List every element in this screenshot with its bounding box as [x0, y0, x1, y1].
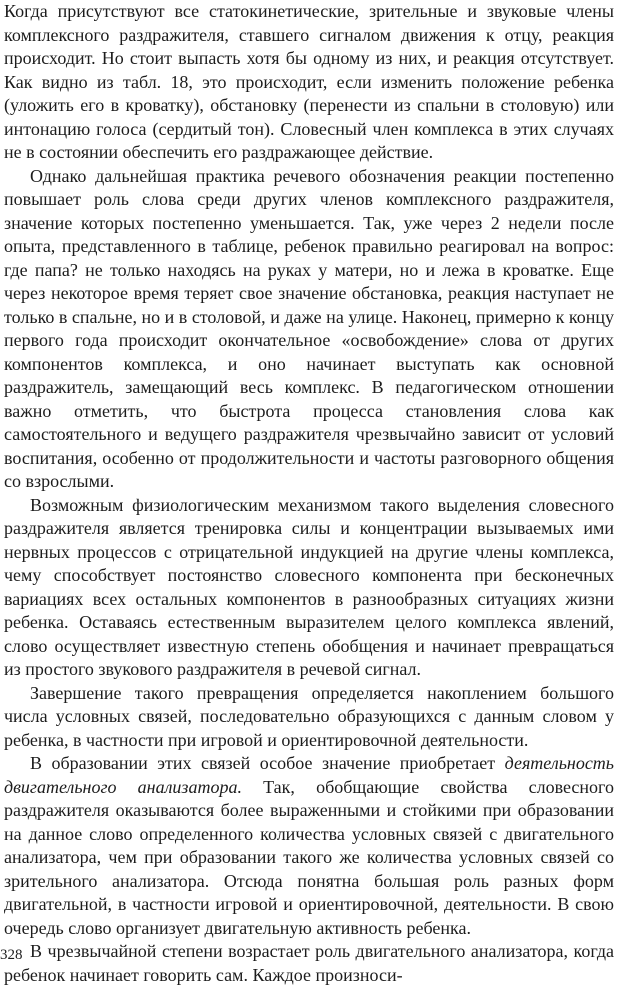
- paragraph-3: Возможным физиологическим механизмом такого выделения словесного раздражителя является тренировка силы и концентрации вызываемых ими нервных процессов с отрицательной индукцией на другие члены комплекса, чему способствует постоянство словесного компонента при бесконечных вариациях всех остальных компонентов в разнообразных ситуациях жизни ребенка. Оставаясь естественным выразителем целого комплекса явлений, слово осуществляет известную степень обобщения и начинает превращаться из простого звукового раздражителя в речевой сигнал.: [4, 494, 614, 679]
- book-page: [4, 0, 614, 985]
- italic-term: деятельность двигательного анализатора.: [4, 753, 614, 797]
- paragraph-2: Однако дальнейшая практика речевого обозначения реакции постепенно повышает роль слова среди других членов комплексного раздражителя, значение которых постепенно уменьшается. Так, уже через 2 недели после опыта, представленного в таблице, ребенок правильно реагировал на вопрос: где папа? не только находясь на руках у матери, но и лежа в кроватке. Еще через некоторое время теряет свое значение обстановка, реакция наступает не только в спальне, но и в столовой, и даже на улице. Наконец, примерно к концу первого года происходит окончательное «освобождение» слова от других компонентов комплекса, и оно начинает выступать как основной раздражитель, замещающий весь комплекс. В педагогическом отношении важно отметить, что быстрота процесса становления слова как самостоятельного и ведущего раздражителя чрезвычайно зависит от условий воспитания, особенно от продолжительности и частоты разговорного общения со взрослыми.: [4, 165, 614, 491]
- paragraph-4: Завершение такого превращения определяется накоплением большого числа условных связей, последовательно образующихся с данным словом у ребенка, в частности при игровой и ориентировочной деятельности.: [4, 682, 614, 750]
- paragraph-6: В чрезвычайной степени возрастает роль двигательного анализатора, когда ребенок начинает говорить сам. Каждое произноси-: [4, 941, 614, 985]
- page-number: 328: [0, 947, 23, 963]
- paragraph-1: Когда присутствуют все статокинетические, зрительные и звуковые члены комплексного раздражителя, ставшего сигналом движения к отцу, реакция происходит. Но стоит выпасть хотя бы одному из них, и реакция отсутствует. Как видно из табл. 18, это происходит, если изменить положение ребенка (уложить его в кроватку), обстановку (перенести из спальни в столовую) или интонацию голоса (сердитый тон). Словесный член комплекса в этих случаях не в состоянии обеспечить его раздражающее действие.: [4, 1, 614, 162]
- paragraph-5: [4, 752, 614, 940]
- paragraph-5-lead: В образовании этих связей особое значение приобретает: [30, 753, 505, 773]
- paragraph-5-rest: Так, обобщающие свойства словесного раздражителя оказываются более выраженными и стойкими при образовании на данное слово определенного количества условных связей с двигательного анализатора, чем при образовании такого же количества условных связей со зрительного анализатора. Отсюда понятна большая роль разных форм двигательной, в частности игровой и ориентировочной, деятельности. В свою очередь слово организует двигательную активность ребенка.: [4, 776, 614, 938]
